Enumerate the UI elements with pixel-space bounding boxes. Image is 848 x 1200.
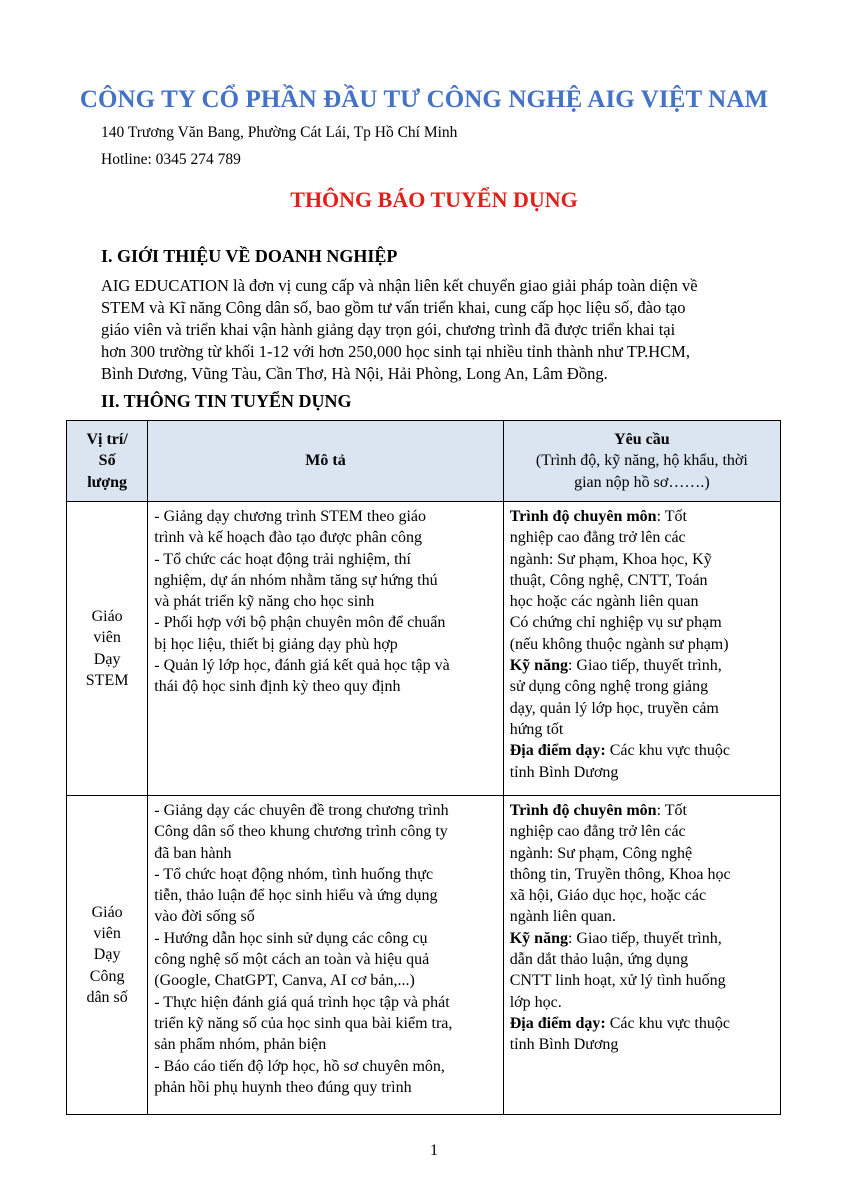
section2-heading: II. THÔNG TIN TUYỂN DỤNG — [101, 391, 352, 411]
notice-title: THÔNG BÁO TUYỂN DỤNG — [290, 187, 578, 212]
intro-line: hơn 300 trường từ khối 1-12 với hơn 250,000 học sinh tại nhiều tỉnh thành như TP.HCM, — [101, 342, 690, 361]
position-cell: Giáo viên Dạy Công dân số — [67, 796, 148, 1115]
intro-line: STEM và Kĩ năng Công dân số, bao gồm tư vấn triển khai, cung cấp học liệu số, đào tạo — [101, 298, 686, 317]
header-requirements: Yêu cầu (Trình độ, kỹ năng, hộ khẩu, thời gian nộp hồ sơ…….) — [503, 421, 780, 502]
position-cell: Giáo viên Dạy STEM — [67, 502, 148, 796]
table-header-row — [67, 421, 781, 502]
qualification-label: Trình độ chuyên môn — [509, 802, 657, 819]
section1-paragraph — [101, 275, 791, 385]
table-row — [67, 502, 781, 796]
requirements-cell: Trình độ chuyên môn: Tốt nghiệp cao đẳng trở lên các ngành: Sư phạm, Khoa học, Kỹ thuật, Công nghệ, CNTT, Toán học hoặc các ngành liên quan Có chứng chỉ nghiệp vụ sư phạm (nếu không thuộc ngành sư phạm) Kỹ năng: Giao tiếp, thuyết trình, sử dụng công nghệ trong giảng dạy, quản lý lớp học, truyền cảm hứng tốt Địa điểm dạy: Các khu vực thuộc tỉnh Bình Dương — [503, 502, 780, 796]
intro-line: giáo viên và triển khai vận hành giảng dạy trọn gói, chương trình đã được triển khai tại — [101, 320, 676, 339]
section1-heading: I. GIỚI THIỆU VỀ DOANH NGHIỆP — [101, 246, 398, 266]
qualification-label: Trình độ chuyên môn — [509, 508, 657, 525]
recruitment-table — [66, 420, 781, 1115]
description-cell: - Giảng dạy chương trình STEM theo giáo trình và kế hoạch đào tạo được phân công - Tổ chức các hoạt động trải nghiệm, thí nghiệm, dự án nhóm nhằm tăng sự hứng thú và phát triển kỹ năng cho học sinh - Phối hợp với bộ phận chuyên môn để chuẩn bị học liệu, thiết bị giảng dạy phù hợp - Quản lý lớp học, đánh giá kết quả học tập và thái độ học sinh định kỳ theo quy định — [148, 502, 503, 796]
table-row — [67, 796, 781, 1115]
company-hotline: Hotline: 0345 274 789 — [101, 151, 241, 168]
company-name: CÔNG TY CỔ PHẦN ĐẦU TƯ CÔNG NGHỆ AIG VIỆT NAM — [79, 86, 769, 113]
skill-label: Kỹ năng — [509, 929, 568, 947]
location-label: Địa điểm dạy: — [509, 742, 606, 760]
company-address: 140 Trương Văn Bang, Phường Cát Lái, Tp Hồ Chí Minh — [101, 124, 458, 141]
page-number: 1 — [430, 1142, 438, 1159]
requirements-cell: Trình độ chuyên môn: Tốt nghiệp cao đẳng trở lên các ngành: Sư phạm, Công nghệ thông tin, Truyền thông, Khoa học xã hội, Giáo dục học, hoặc các ngành liên quan. Kỹ năng: Giao tiếp, thuyết trình, dẫn dắt thảo luận, ứng dụng CNTT linh hoạt, xử lý tình huống lớp học. Địa điểm dạy: Các khu vực thuộc tỉnh Bình Dương — [503, 796, 780, 1115]
header-position: Vị trí/ Số lượng — [67, 421, 148, 502]
skill-label: Kỹ năng — [509, 657, 568, 675]
intro-line: AIG EDUCATION là đơn vị cung cấp và nhận liên kết chuyển giao giải pháp toàn diện về — [101, 276, 698, 295]
header-description: Mô tả — [148, 421, 503, 502]
description-cell: - Giảng dạy các chuyên đề trong chương trình Công dân số theo khung chương trình công ty đã ban hành - Tổ chức hoạt động nhóm, tình huống thực tiễn, thảo luận để học sinh hiểu và ứng dụng vào đời sống số - Hướng dẫn học sinh sử dụng các công cụ công nghệ số một cách an toàn và hiệu quả (Google, ChatGPT, Canva, AI cơ bản,...) - Thực hiện đánh giá quá trình học tập và phát triển kỹ năng số của học sinh qua bài kiểm tra, sản phẩm nhóm, phản biện - Báo cáo tiến độ lớp học, hồ sơ chuyên môn, phản hồi phụ huynh theo đúng quy trình — [148, 796, 503, 1115]
intro-line: Bình Dương, Vũng Tàu, Cần Thơ, Hà Nội, Hải Phòng, Long An, Lâm Đồng. — [101, 364, 608, 383]
location-label: Địa điểm dạy: — [509, 1014, 606, 1032]
